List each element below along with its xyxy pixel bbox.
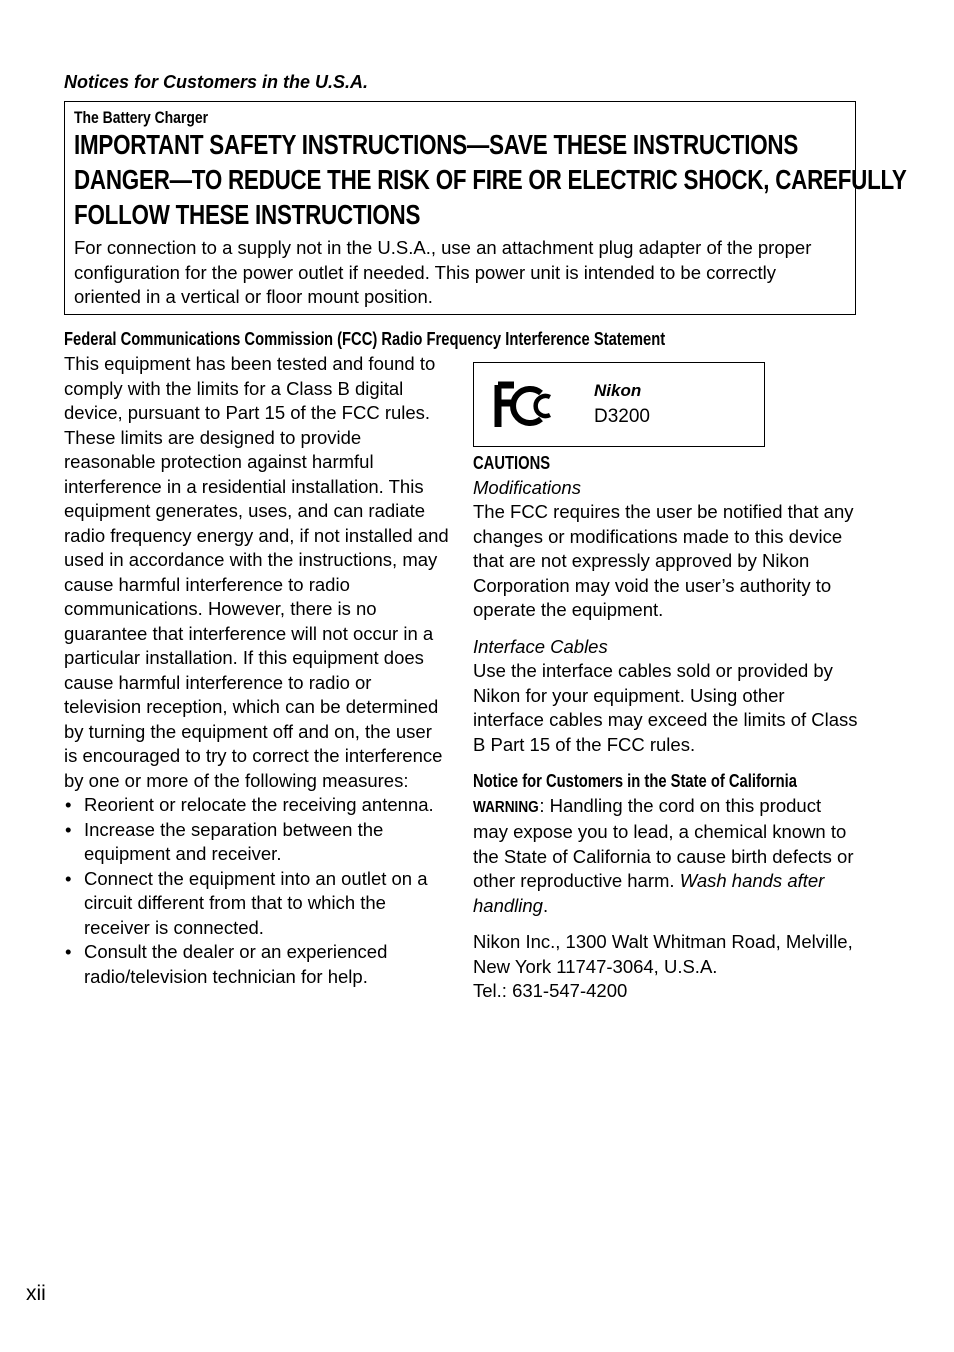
measures-list [64, 793, 450, 989]
cables-title: Interface Cables [473, 635, 608, 657]
address-text: Nikon Inc., 1300 Walt Whitman Road, Melville, New York 11747-3064, U.S.A. [473, 931, 853, 977]
brand-name: Nikon [594, 381, 642, 400]
warning-text: : Handling the cord on this product may expose you to lead, a chemical known to the State of California to cause birth defects or other reproductive harm. [473, 794, 854, 891]
list-item: • Reorient or relocate the receiving antenna. [64, 793, 450, 818]
warning-label: WARNING [473, 798, 539, 816]
modifications-title: Modifications [473, 476, 581, 498]
fcc-logo-icon [494, 381, 562, 431]
danger-headline: DANGER—TO REDUCE THE RISK OF FIRE OR ELECTRIC SHOCK, CAREFULLY [74, 164, 907, 195]
page-number: xii [26, 1282, 46, 1305]
phone-text: Tel.: 631-547-4200 [473, 980, 628, 1001]
cautions-heading: CAUTIONS [473, 453, 551, 473]
cautions-column [473, 451, 859, 1004]
modifications-body: The FCC requires the user be notified that any changes or modifications made to this device that are not expressly approved by Nikon Corporation may void the user’s authority to operate the equipment. [473, 501, 854, 620]
charger-label: The Battery Charger [74, 108, 209, 127]
fcc-statement [64, 352, 450, 989]
california-heading: Notice for Customers in the State of California [473, 771, 797, 791]
battery-charger-box [64, 101, 907, 315]
warning-italic: Wash hands after handling [473, 870, 825, 916]
fcc-heading: Federal Communications Commission (FCC) Radio Frequency Interference Statement [64, 329, 666, 349]
danger-headline-cont: FOLLOW THESE INSTRUCTIONS [74, 199, 421, 230]
cables-body: Use the interface cables sold or provided by Nikon for your equipment. Using other interface cables may exceed the limits of Class B Part 15 of the FCC rules. [473, 660, 858, 755]
fcc-label-box [473, 362, 765, 447]
list-item: • Connect the equipment into an outlet on a circuit different from that to which the receiver is connected. [64, 867, 450, 941]
safety-headline: IMPORTANT SAFETY INSTRUCTIONS—SAVE THESE INSTRUCTIONS [74, 129, 799, 160]
warning-end: . [542, 894, 549, 916]
charger-body-text: For connection to a supply not in the U.S.A., use an attachment plug adapter of the proper configuration for the power outlet if needed. This power unit is intended to be correctly oriented in a vertical or floor mount position. [74, 237, 812, 307]
model-name: D3200 [594, 406, 650, 427]
list-item: • Increase the separation between the equipment and receiver. [64, 818, 450, 867]
california-warning [473, 794, 859, 919]
section-heading: Notices for Customers in the U.S.A. [64, 72, 369, 92]
fcc-body-text: This equipment has been tested and found to comply with the limits for a Class B digital device, pursuant to Part 15 of the FCC rules. These limits are designed to provide reasonable protection against harmful interference in a residential installation. This equipment generates, uses, and can radiate radio frequency energy and, if not installed and used in accordance with the instructions, may cause harmful interference to radio communications. However, there is no guarantee that interference will not occur in a particular installation. If this equipment does cause harmful interference to radio or television reception, which can be determined by turning the equipment off and on, the user is encouraged to try to correct the interference by one or more of the following measures: [64, 353, 449, 791]
list-item: • Consult the dealer or an experienced radio/television technician for help. [64, 940, 450, 989]
